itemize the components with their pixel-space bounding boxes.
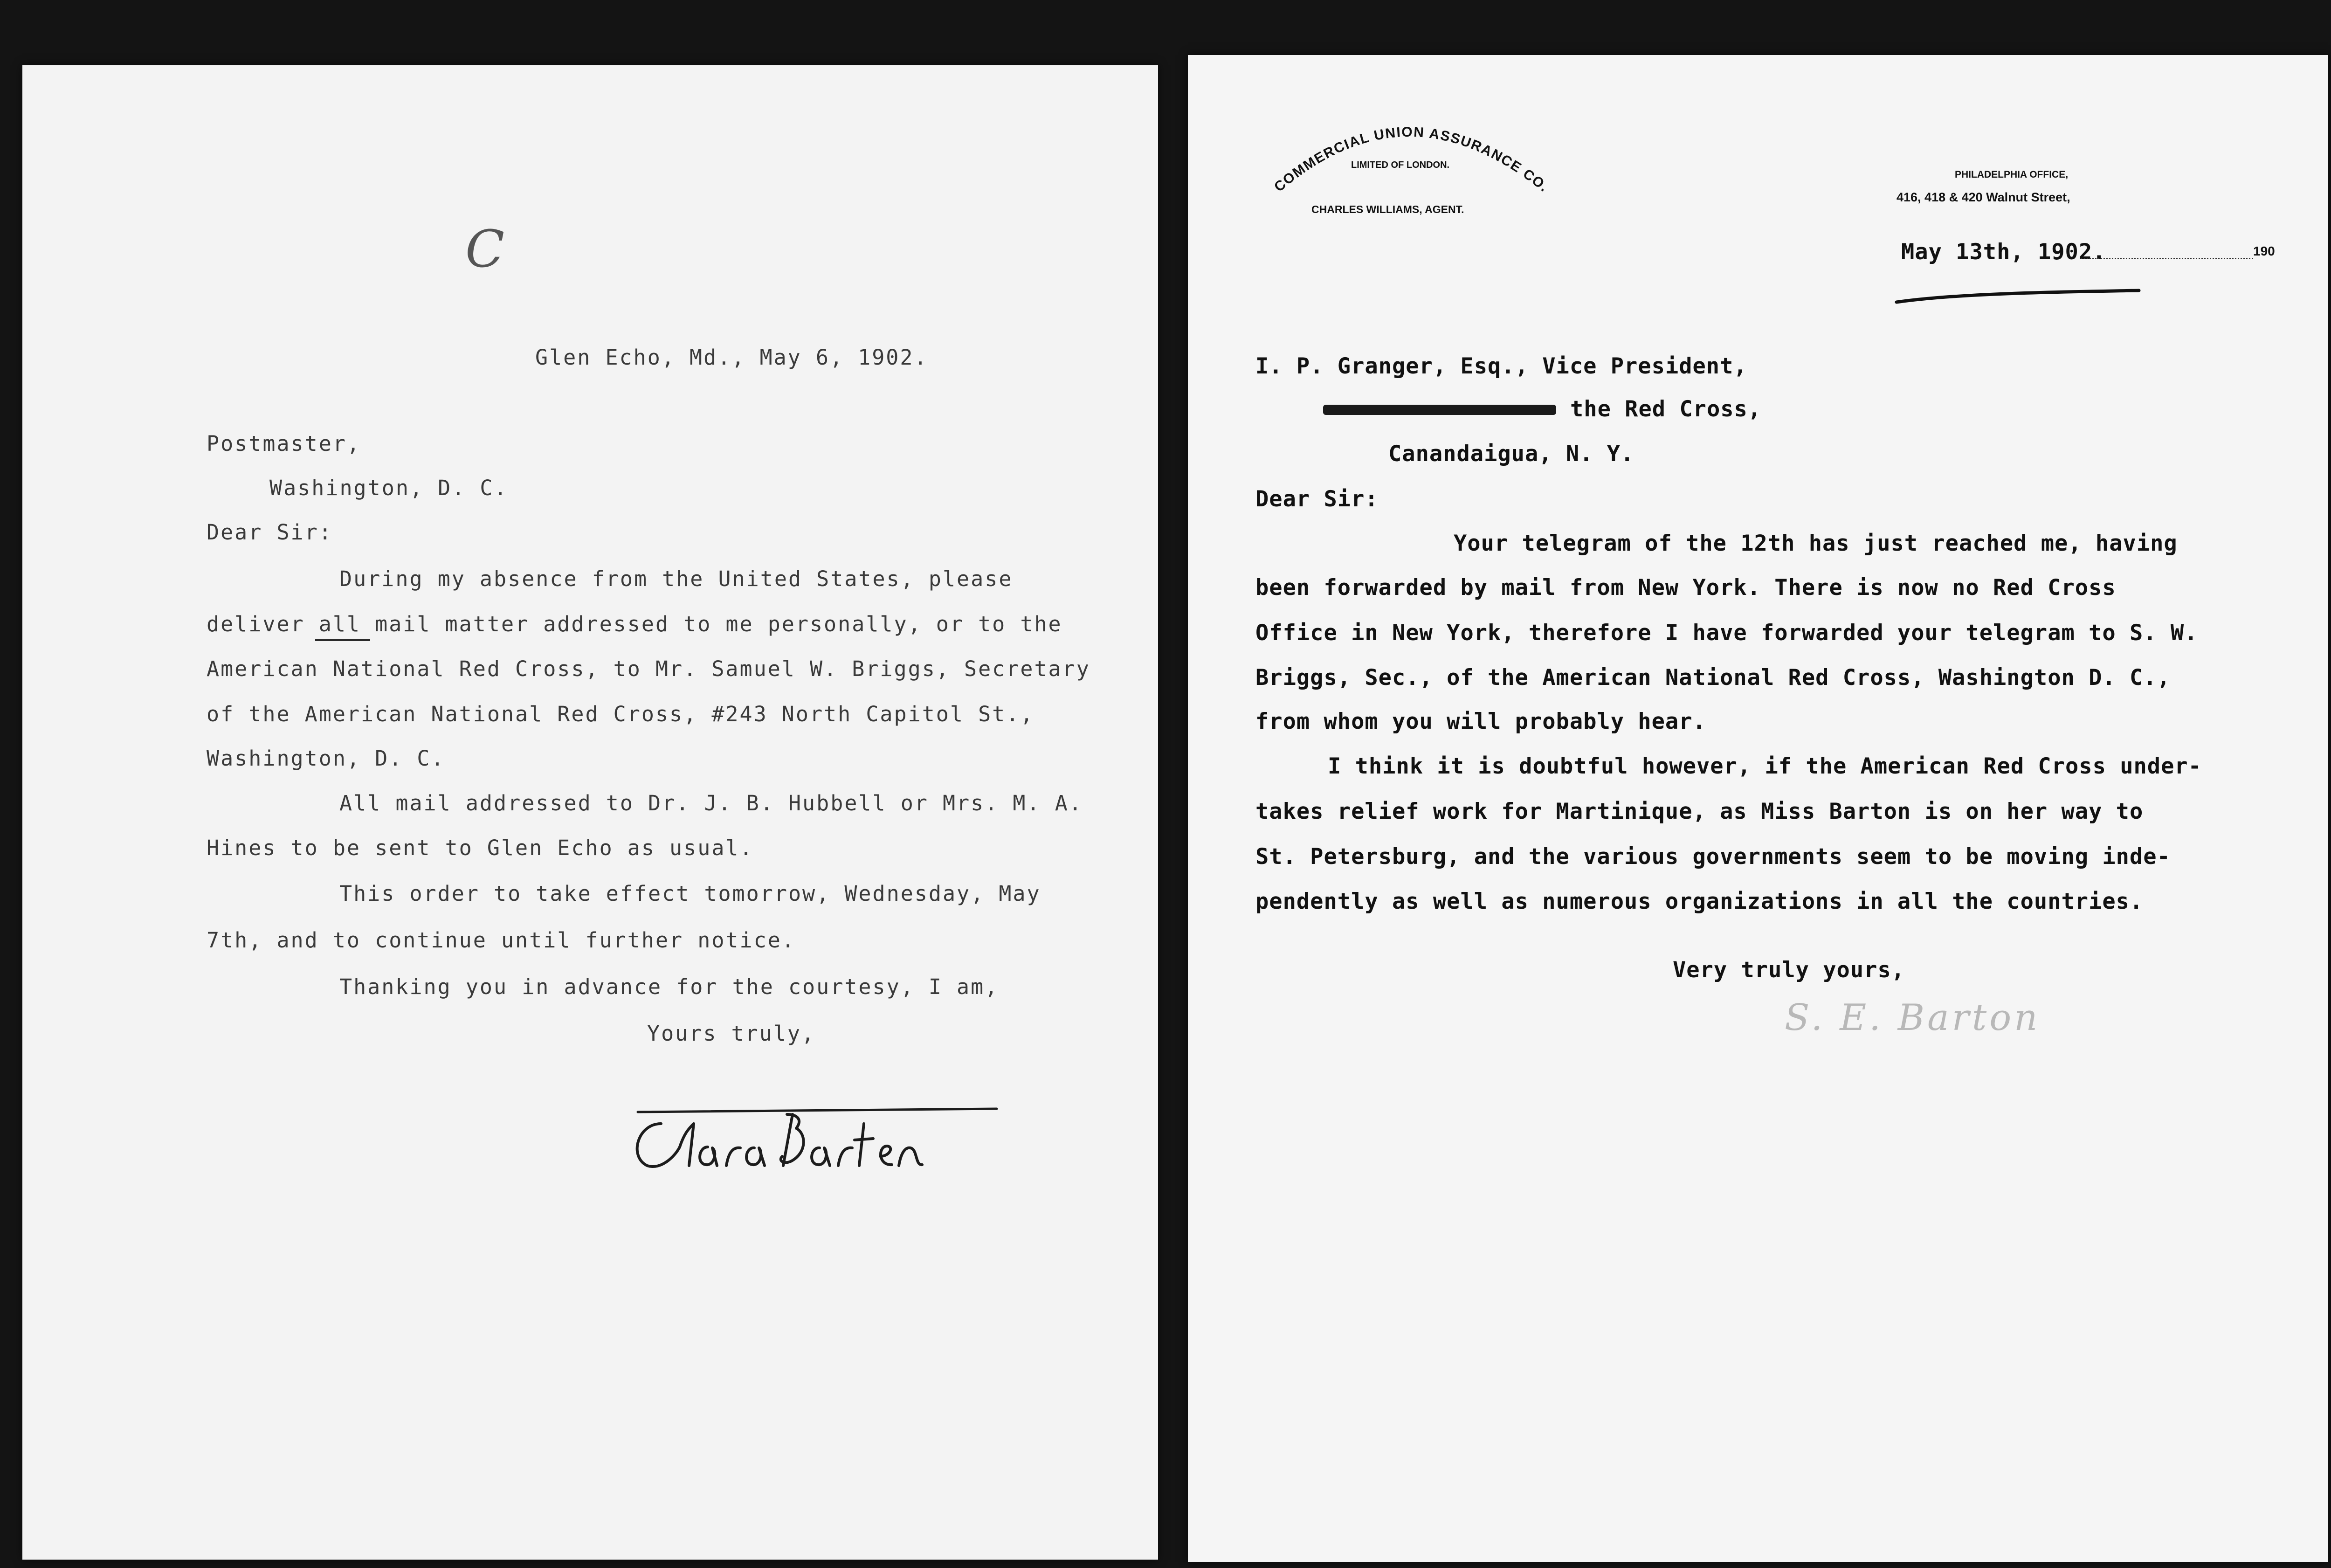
body-line: This order to take effect tomorrow, Wednesday, May <box>339 881 1041 906</box>
closing: Very truly yours, <box>1673 957 1905 983</box>
body-line: Thanking you in advance for the courtesy, I am, <box>339 974 999 999</box>
letterhead-limited: LIMITED OF LONDON. <box>1351 160 1450 170</box>
archive-mark: C <box>465 219 505 279</box>
date-rule <box>2081 258 2253 259</box>
body-line: Hines to be sent to Glen Echo as usual. <box>207 836 754 860</box>
body-line: Office in New York, therefore I have forwarded your telegram to S. W. <box>1255 620 2198 646</box>
body-line: been forwarded by mail from New York. There is now no Red Cross <box>1255 575 2116 601</box>
body-line: I think it is doubtful however, if the American Red Cross under- <box>1328 753 2202 779</box>
letterhead-agent: CHARLES WILLIAMS, AGENT. <box>1311 203 1464 215</box>
body-line: of the American National Red Cross, #243 North Capitol St., <box>207 702 1034 726</box>
struck-out-text <box>1323 405 1556 415</box>
body-line: Washington, D. C. <box>207 746 445 771</box>
left-letter-page <box>22 65 1158 1560</box>
body-line: During my absence from the United States, please <box>339 566 1013 591</box>
right-letter-page <box>1188 55 2328 1562</box>
company-name: COMMERCIAL UNION ASSURANCE CO. <box>1271 124 1552 195</box>
underline-all <box>315 639 370 641</box>
body-line: Your telegram of the 12th has just reached me, having <box>1454 531 2178 556</box>
letterhead-arc <box>1248 88 1603 218</box>
addressee-org: the Red Cross, <box>1570 396 1762 422</box>
body-line: takes relief work for Martinique, as Miss Barton is on her way to <box>1255 799 2144 824</box>
body-line: All mail addressed to Dr. J. B. Hubbell or Mrs. M. A. <box>339 791 1083 815</box>
body-line: pendently as well as numerous organizations in all the countries. <box>1255 889 2144 914</box>
addressee: I. P. Granger, Esq., Vice President, <box>1255 353 1747 379</box>
body-line: American National Red Cross, to Mr. Samuel W. Briggs, Secretary <box>207 656 1090 681</box>
salutation: Dear Sir: <box>1255 486 1379 512</box>
body-line: deliver all mail matter addressed to me personally, or to the <box>207 612 1062 636</box>
addressee: Postmaster, <box>207 431 361 456</box>
addressee-city: Washington, D. C. <box>269 476 508 500</box>
body-line: from whom you will probably hear. <box>1255 709 1706 734</box>
letterhead-address: 416, 418 & 420 Walnut Street, <box>1897 190 2070 204</box>
date-suffix: 190 <box>2253 244 2275 258</box>
addressee-city: Canandaigua, N. Y. <box>1388 441 1634 467</box>
closing: Yours truly, <box>647 1021 816 1046</box>
body-line: Briggs, Sec., of the American National Red Cross, Washington D. C., <box>1255 665 2171 691</box>
s-e-barton-signature: S. E. Barton <box>1785 997 2041 1039</box>
salutation: Dear Sir: <box>207 520 333 545</box>
body-line: St. Petersburg, and the various governments seem to be moving inde- <box>1255 844 2171 870</box>
letterhead-office: PHILADELPHIA OFFICE, <box>1955 169 2069 180</box>
dateline: Glen Echo, Md., May 6, 1902. <box>535 345 928 370</box>
body-line: 7th, and to continue until further notice. <box>207 928 796 953</box>
letter-date: May 13th, 1902. <box>1901 239 2106 265</box>
clara-barton-signature <box>619 1096 1001 1198</box>
date-underline-stroke <box>1892 283 2144 311</box>
